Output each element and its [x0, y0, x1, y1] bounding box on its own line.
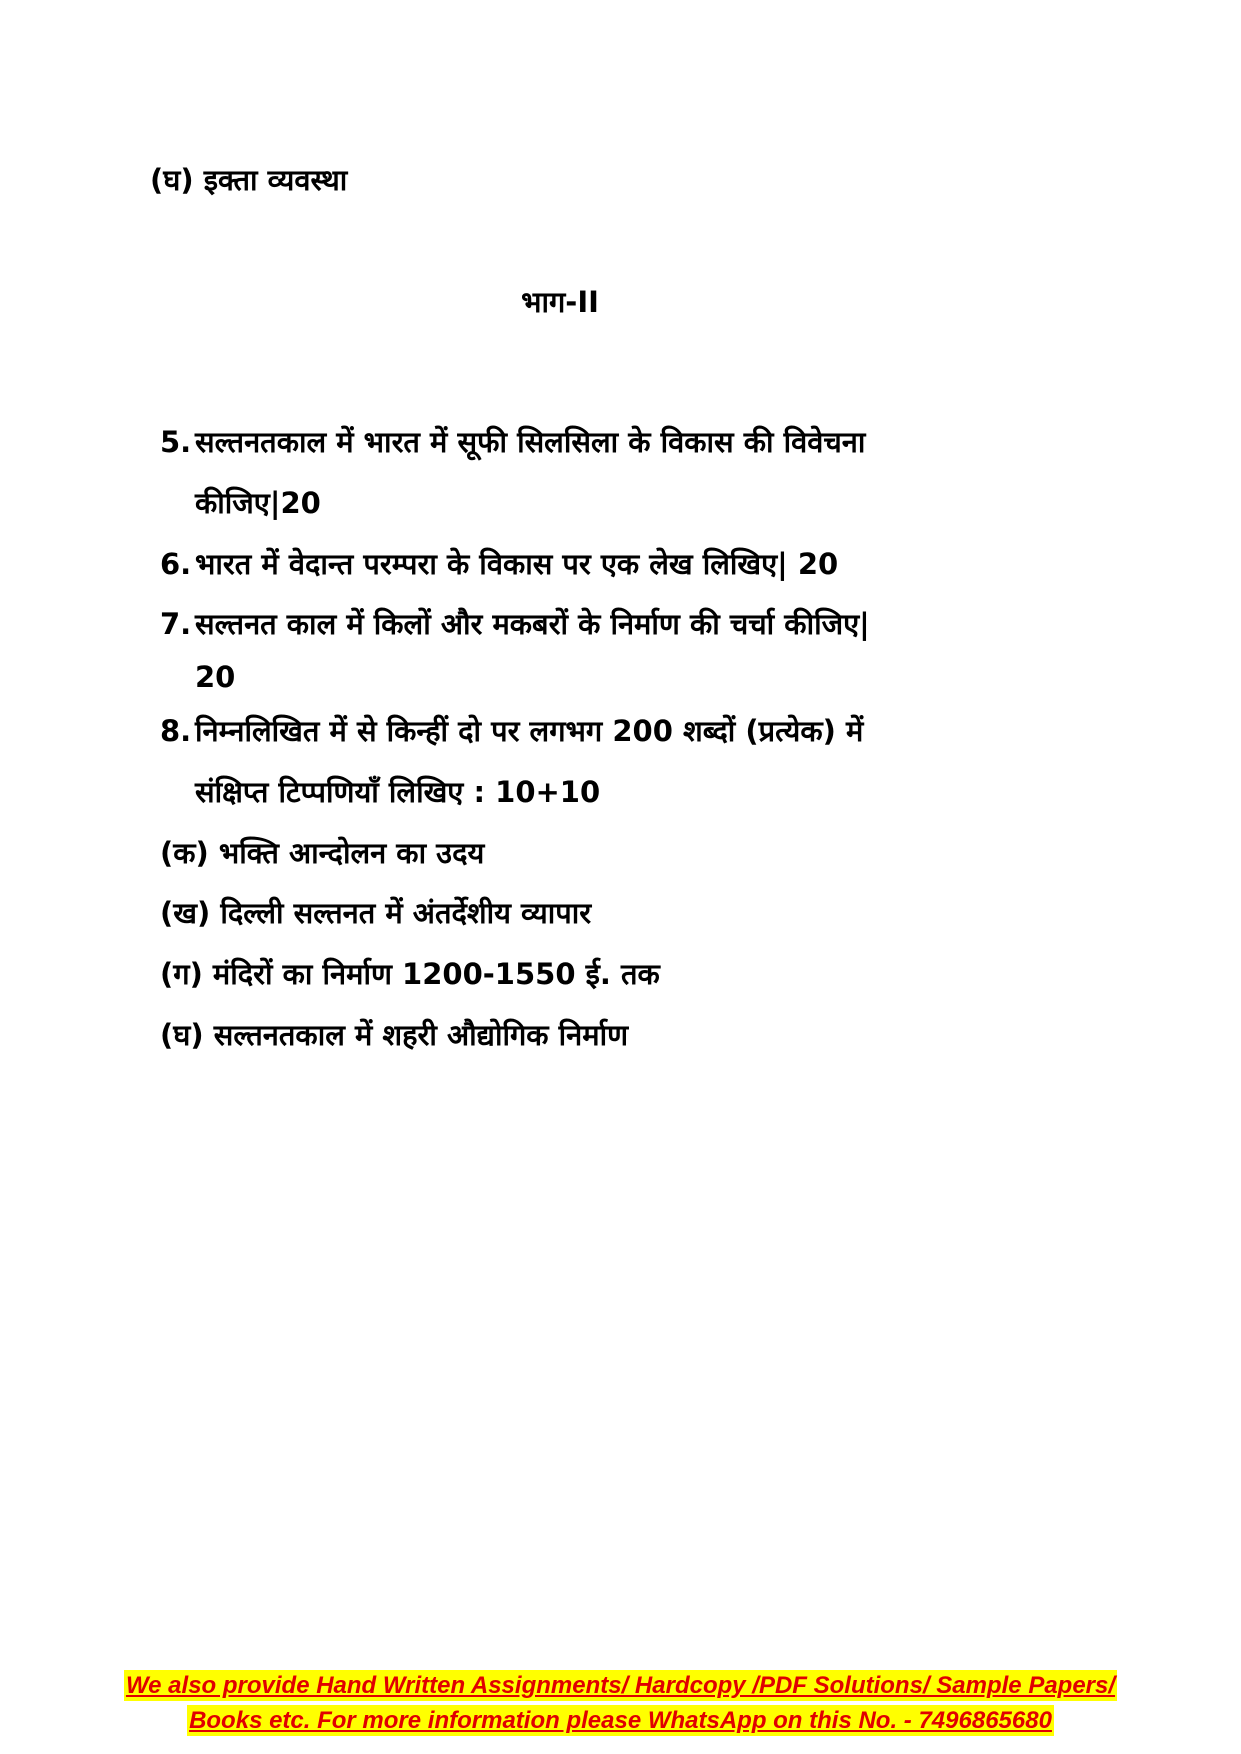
question-number: 5. [160, 425, 192, 459]
question-text: 20 [195, 660, 236, 694]
section-heading: भाग-II [521, 285, 599, 319]
question-text: कीजिए|20 [195, 486, 321, 520]
sub-item-kha: (ख) दिल्ली सल्तनत में अंतर्देशीय व्यापार [160, 896, 592, 930]
sub-item-gha-iqta: (घ) इक्ता व्यवस्था [150, 163, 348, 197]
sub-item-ga: (ग) मंदिरों का निर्माण 1200-1550 ई. तक [160, 957, 660, 991]
footer-line-2 [0, 1707, 1241, 1735]
question-text: सल्तनतकाल में भारत में सूफी सिलसिला के विकास की विवेचना [195, 425, 866, 459]
footer-text: Books etc. For more information please WhatsApp on this No. - 7496865680 [189, 1707, 1052, 1734]
question-text: भारत में वेदान्त परम्परा के विकास पर एक लेख लिखिए| 20 [195, 547, 839, 581]
question-number: 8. [160, 714, 192, 748]
footer-line-1 [0, 1672, 1241, 1700]
question-number: 7. [160, 607, 192, 641]
question-number: 6. [160, 547, 192, 581]
question-text: निम्नलिखित में से किन्हीं दो पर लगभग 200 शब्दों (प्रत्येक) में [195, 714, 864, 748]
sub-item-gha: (घ) सल्तनतकाल में शहरी औद्योगिक निर्माण [160, 1018, 629, 1052]
question-text: सल्तनत काल में किलों और मकबरों के निर्माण की चर्चा कीजिए| [195, 607, 870, 641]
sub-item-ka: (क) भक्ति आन्दोलन का उदय [160, 836, 485, 870]
question-text: संक्षिप्त टिप्पणियाँ लिखिए : 10+10 [195, 775, 601, 809]
footer-text: We also provide Hand Written Assignments/ Hardcopy /PDF Solutions/ Sample Papers/ [125, 1672, 1116, 1699]
